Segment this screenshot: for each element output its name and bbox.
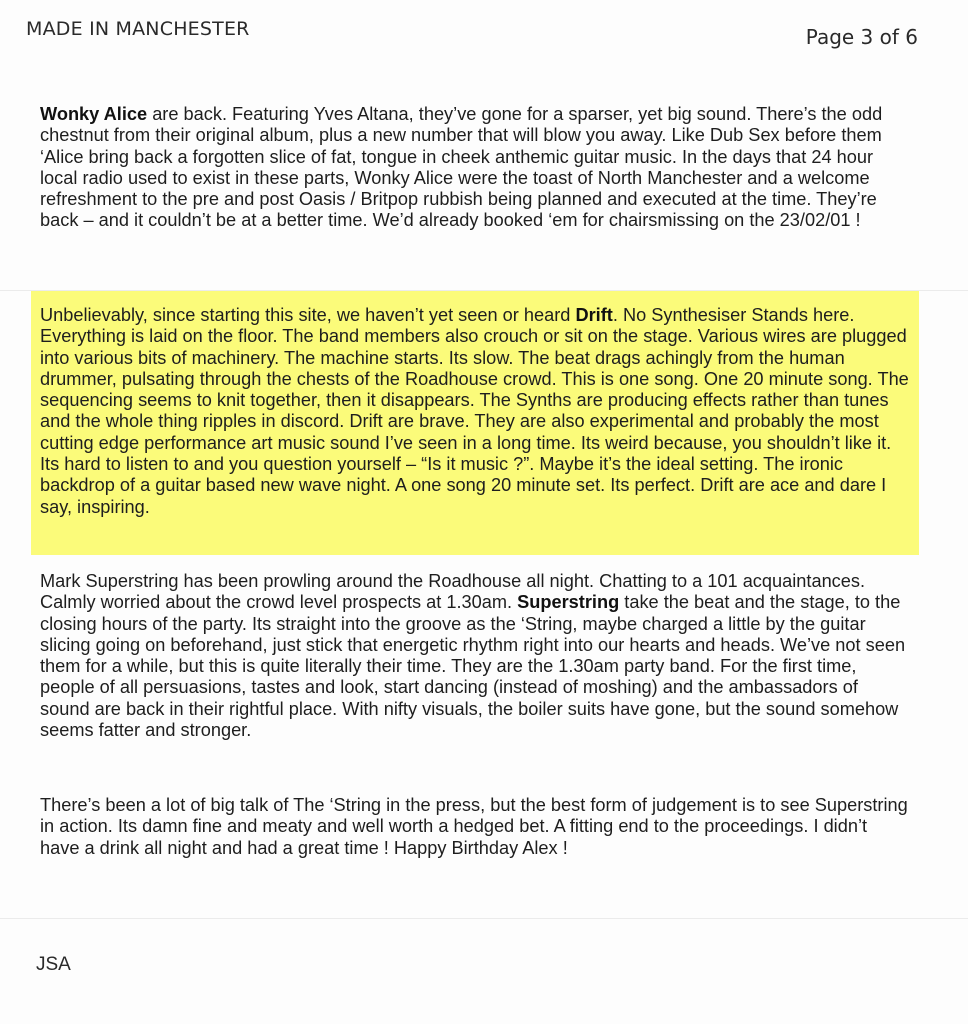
scan-artifact-line: [0, 918, 968, 919]
paragraph-superstring: [40, 571, 908, 741]
band-name-bold: Wonky Alice: [40, 104, 148, 124]
paragraph-text: There’s been a lot of big talk of The ‘String in the press, but the best form of judgement is to see Superstring in action. Its damn fine and meaty and well worth a hedged bet. A fitting end to the proceedings. I didn’t have a drink all night and had a great time ! Happy Birthday Alex !: [40, 795, 908, 858]
page-indicator: Page 3 of 6: [805, 25, 918, 49]
paragraph-text: Unbelievably, since starting this site, we haven’t yet seen or heard: [40, 305, 576, 325]
paragraph-drift-highlighted: [31, 291, 919, 555]
author-signature: JSA: [36, 954, 71, 975]
band-name-bold: Drift: [575, 305, 613, 325]
paragraph-text: take the beat and the stage, to the closing hours of the party. Its straight into the groove as the ‘String, maybe charged a little by the guitar slicing going on beforehand, just stick that energetic rhythm right into our hearts and heads. We’ve not seen them for a while, but this is quite literally their time. They are the 1.30am party band. For the first time, people of all persuasions, tastes and look, start dancing (instead of moshing) and the ambassadors of sound are back in their rightful place. With nifty visuals, the boiler suits have gone, but the sound somehow seems fatter and stronger.: [40, 592, 906, 741]
paragraph-text: . No Synthesiser Stands here. Everything is laid on the floor. The band members also crouch or sit on the stage. Various wires are plugged into various bits of machinery. The machine starts. Its slow. The beat drags achingly from the human drummer, pulsating through the chests of the Roadhouse crowd. This is one song. One 20 minute song. The sequencing seems to knit together, then it disappears. The Synths are producing effects rather than tunes and the whole thing ripples in discord. Drift are brave. They are also experimental and probably the most cutting edge performance art music sound I’ve seen in a long time. Its weird because, you shouldn’t like it. Its hard to listen to and you question yourself – “Is it music ?”. Maybe it’s the ideal setting. The ironic backdrop of a guitar based new wave night. A one song 20 minute set. Its perfect. Drift are ace and dare I say, inspiring.: [40, 305, 909, 517]
paragraph-closing: [40, 795, 908, 859]
paragraph-text: are back. Featuring Yves Altana, they’ve gone for a sparser, yet big sound. There’s the odd chestnut from their original album, plus a new number that will blow you away. Like Dub Sex before them ‘Alice bring back a forgotten slice of fat, tongue in cheek anthemic guitar music. In the days that 24 hour local radio used to exist in these parts, Wonky Alice were the toast of North Manchester and a welcome refreshment to the pre and post Oasis / Britpop rubbish being planned and executed at the time. They’re back – and it couldn’t be at a better time. We’d already booked ‘em for chairsmissing on the 23/02/01 !: [40, 104, 883, 231]
paragraph-text: Mark Superstring has been prowling around the Roadhouse all night. Chatting to a 101 acquaintances. Calmly worried about the crowd level prospects at 1.30am.: [40, 571, 866, 613]
paragraph-wonky-alice: [40, 104, 908, 232]
document-header-title: MADE IN MANCHESTER: [26, 18, 250, 40]
band-name-bold: Superstring: [517, 592, 620, 613]
